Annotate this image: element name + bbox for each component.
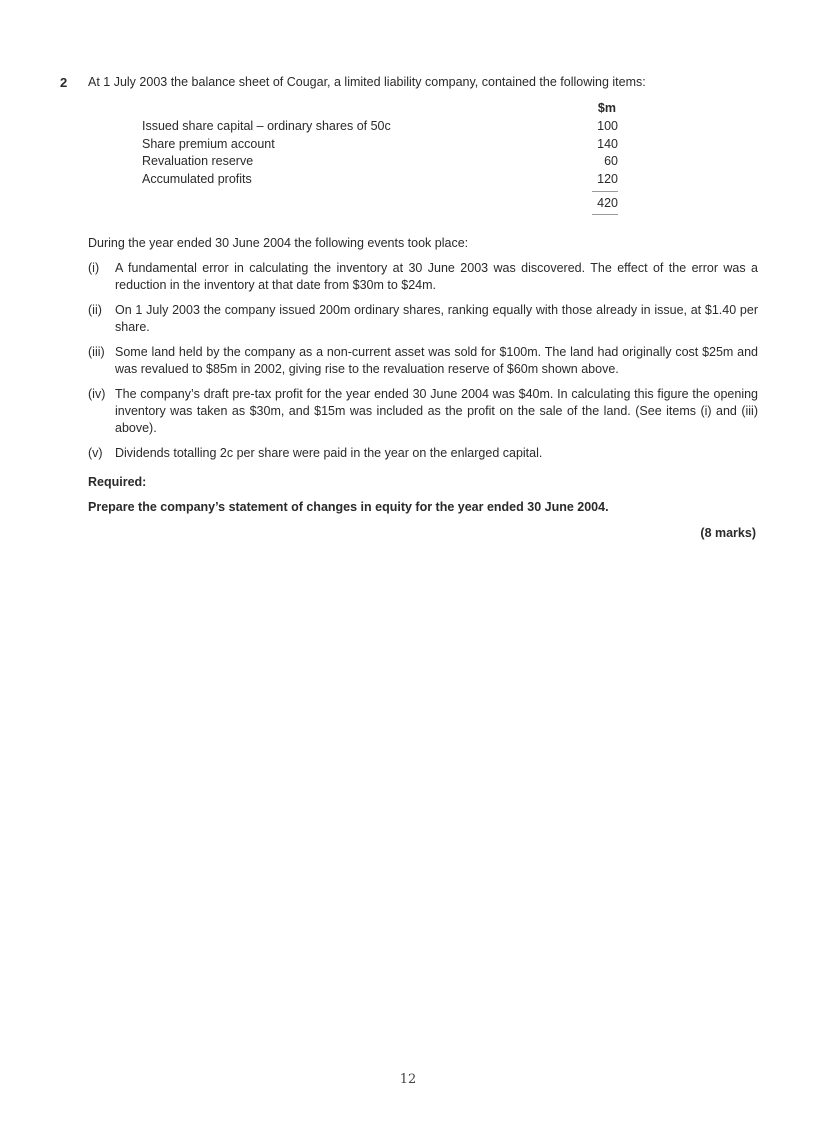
list-item-label: (iii)	[88, 345, 105, 359]
balance-row-label: Revaluation reserve	[142, 154, 254, 168]
list-item-text: On 1 July 2003 the company issued 200m ordinary shares, ranking equally with those already in issue, at $1.40 per share.	[115, 303, 758, 334]
events-intro: During the year ended 30 June 2004 the following events took place:	[88, 236, 469, 250]
task-instruction: Prepare the company’s statement of changes in equity for the year ended 30 June 2004.	[88, 500, 609, 514]
balance-total-row	[142, 195, 618, 212]
list-item-text: Dividends totalling 2c per share were paid in the year on the enlarged capital.	[115, 446, 543, 460]
question-intro: At 1 July 2003 the balance sheet of Cougar, a limited liability company, contained the following items:	[88, 75, 646, 89]
balance-sheet-table	[142, 100, 618, 215]
total-rule	[592, 214, 618, 215]
balance-row-label: Share premium account	[142, 136, 275, 151]
list-item-text: A fundamental error in calculating the inventory at 30 June 2003 was discovered. The effect of the error was a reduction in the inventory at that date from $30m to $24m.	[115, 261, 758, 292]
balance-row-label: Accumulated profits	[142, 171, 252, 186]
balance-row	[142, 153, 618, 171]
list-item-text: Some land held by the company as a non-current asset was sold for $100m. The land had originally cost $25m and was revalued to $85m in 2002, giving rise to the revaluation reserve of $60m shown above.	[115, 345, 758, 376]
list-item	[88, 445, 758, 462]
balance-row-amount: 140	[597, 136, 618, 151]
balance-row-amount: 60	[604, 154, 618, 168]
balance-row-amount: 120	[597, 171, 618, 186]
balance-row-label: Issued share capital – ordinary shares of 50c	[142, 119, 391, 133]
marks-allocation: (8 marks)	[700, 526, 756, 540]
list-item-label: (v)	[88, 446, 103, 460]
list-item	[88, 260, 758, 294]
list-item	[88, 302, 758, 336]
balance-row	[142, 136, 618, 154]
list-item-label: (iv)	[88, 387, 106, 401]
events-list	[88, 260, 758, 470]
list-item	[88, 344, 758, 378]
page-number: 12	[399, 1072, 417, 1087]
currency-header: $m	[597, 101, 616, 115]
list-item	[88, 386, 758, 437]
balance-total-amount: 420	[597, 196, 618, 210]
list-item-label: (i)	[88, 261, 100, 275]
balance-row	[142, 171, 618, 189]
question-number: 2	[60, 75, 68, 90]
list-item-text: The company’s draft pre-tax profit for the year ended 30 June 2004 was $40m. In calculating this figure the opening inventory was taken as $30m, and $15m was included as the profit on the sale of the land. (See items (i) and (iii) above).	[115, 387, 758, 435]
list-item-label: (ii)	[88, 303, 102, 317]
balance-row-amount: 100	[597, 119, 618, 133]
balance-row	[142, 118, 618, 136]
required-label: Required:	[88, 475, 147, 489]
subtotal-rule	[592, 191, 618, 194]
